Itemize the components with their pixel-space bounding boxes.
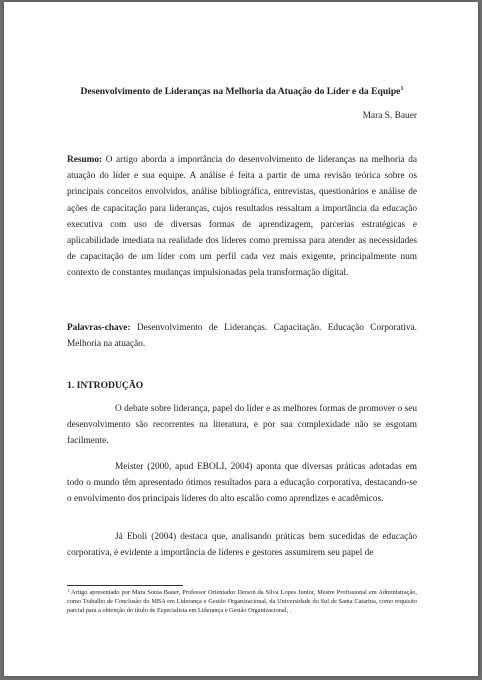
document-page	[4, 2, 478, 676]
body-paragraph-3: Já Eboli (2004) destaca que, analisando práticas bem sucedidas de educação corporativa, é evidente a importância de líderes e gestores assumirem seu papel de	[67, 532, 417, 559]
section-heading: 1. INTRODUÇÃO	[67, 380, 144, 391]
title-text: Desenvolvimento de Lideranças na Melhoria da Atuação do Líder e da Equipe	[80, 86, 401, 97]
keywords-label: Palavras-chave:	[67, 323, 131, 333]
footnote	[67, 589, 417, 615]
footnote-separator	[67, 585, 183, 586]
abstract	[67, 152, 417, 282]
body-paragraph-1: O debate sobre liderança, papel do líder e as melhores formas de promover o seu desenvolvimento são recorrentes na literatura, e por sua complexidade não se esgotam facilmente.	[67, 404, 417, 447]
author-name: Mara S. Bauer	[362, 111, 417, 121]
title-footnote-mark: 1	[400, 86, 404, 92]
body-paragraph-2: Meister (2000, apud EBOLI, 2004) aponta que diversas práticas adotadas em todo o mundo têm apresentado ótimos resultados para a educação corporativa, destacando-se o envolvimento dos principais líderes do alto escalão como aprendizes e acadêmicos.	[67, 462, 417, 505]
abstract-text: O artigo aborda a importância do desenvolvimento de lideranças na melhoria da atuação do líder e sua equipe. A análise é feita a partir de uma revisão teórica sobre os principais conceitos envolvidos, análise bibliográfica, entrevistas, questionários e análise de ações de capacitação para lideranças, cujos resultados ressaltam a importância da educação executiva com uso de diversas formas de aprendizagem, parcerias estratégicas e aplicabilidade imediata na realidade dos líderes como premissa para atender as necessidades de capacitação de um líder com um perfil cada vez mais exigente, principalmente num contexto de constantes mudanças impulsionadas pela transformação digital.	[67, 155, 418, 279]
footnote-text: Artigo apresentado por Mara Sonia Bauer, Professor Orientador Derson da Silva Lopes Junior, Mestre Profissional em Administração, como Trabalho de Conclusão do MBA em Liderança e Gestão Organizacional, da Universidade do Sul de Santa Catarina, como requisito parcial para a obtenção do título de Especialista em Liderança e Gestão Organizacional, .	[67, 589, 417, 614]
paper-title	[67, 86, 417, 98]
abstract-label: Resumo:	[67, 155, 103, 165]
keywords-text: Desenvolvimento de Lideranças. Capacitação. Educação Corporativa. Melhoria na atuação.	[67, 323, 417, 350]
footnote-mark: 1	[67, 588, 70, 593]
keywords	[67, 320, 417, 352]
